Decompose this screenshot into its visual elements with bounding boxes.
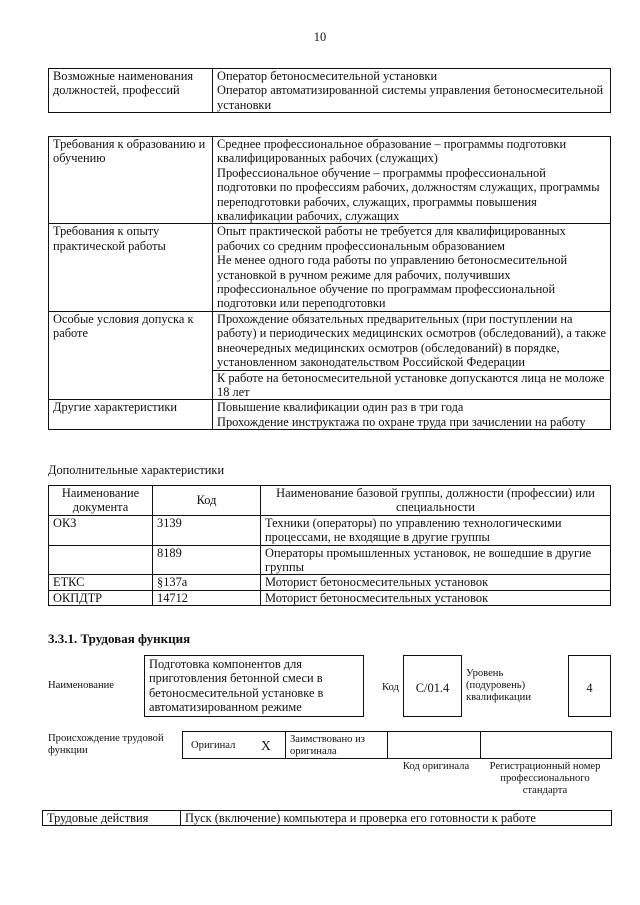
table-header-row bbox=[49, 486, 611, 516]
table-row bbox=[49, 311, 611, 399]
reg-number-caption: Регистрационный номер профессионального стандарта bbox=[489, 761, 601, 796]
positions-table bbox=[48, 68, 611, 113]
function-heading: 3.3.1. Трудовая функция bbox=[48, 631, 191, 646]
origin-box bbox=[182, 731, 612, 759]
requirement-label: Особые условия допуска к работе bbox=[49, 311, 213, 399]
function-level-label: Уровень (подуровень) квалификации bbox=[466, 668, 531, 703]
requirement-value: Опыт практической работы не требуется для квалифицированных рабочих со средним профессиональным образованием Не менее одного года работы по управлению бетоносмесительной установкой в ручном режиме для рабочих, получивших профессиональное обучение по программам профессиональной подготовки или переподготовки bbox=[213, 224, 611, 311]
requirements-table bbox=[48, 136, 611, 430]
column-header-name: Наименование базовой группы, должности (профессии) или специальности bbox=[261, 486, 611, 516]
function-name-box bbox=[144, 655, 364, 717]
cell-document: ОКЗ bbox=[49, 515, 153, 545]
requirement-value: Повышение квалификации один раз в три года Прохождение инструктажа по охране труда при зачислении на работу bbox=[213, 400, 611, 430]
origin-divider bbox=[285, 731, 286, 759]
origin-divider bbox=[480, 731, 481, 759]
table-row bbox=[49, 224, 611, 311]
function-level-box bbox=[568, 655, 611, 717]
function-name-label: Наименование bbox=[48, 680, 114, 691]
cell-code: §137а bbox=[153, 575, 261, 590]
requirement-value-group bbox=[213, 311, 611, 399]
cell-name: Операторы промышленных установок, не вошедшие в другие группы bbox=[261, 545, 611, 575]
cell-name: Техники (операторы) по управлению технологическими процессами, не входящие в другие группы bbox=[261, 515, 611, 545]
table-row bbox=[49, 545, 611, 575]
cell-document bbox=[49, 545, 153, 575]
actions-label: Трудовые действия bbox=[43, 811, 181, 826]
column-header-code: Код bbox=[153, 486, 261, 516]
page-number: 10 bbox=[313, 30, 327, 44]
function-code-box bbox=[403, 655, 462, 717]
column-header-document: Наименование документа bbox=[49, 486, 153, 516]
cell-name: Моторист бетоносмесительных установок bbox=[261, 590, 611, 605]
requirement-value: К работе на бетоносмесительной установке допускаются лица не моложе 18 лет bbox=[213, 370, 610, 400]
cell-code: 3139 bbox=[153, 515, 261, 545]
positions-label: Возможные наименования должностей, профессий bbox=[49, 69, 213, 113]
additional-heading: Дополнительные характеристики bbox=[48, 463, 225, 477]
table-row bbox=[49, 400, 611, 430]
borrowed-label: Заимствовано из оригинала bbox=[290, 734, 365, 757]
function-level-value: 4 bbox=[586, 681, 593, 695]
function-code-label: Код bbox=[382, 682, 399, 693]
cell-code: 14712 bbox=[153, 590, 261, 605]
table-row bbox=[49, 575, 611, 590]
origin-label: Происхождение трудовой функции bbox=[48, 733, 164, 756]
positions-values bbox=[213, 69, 611, 113]
actions-table bbox=[42, 810, 612, 826]
table-row bbox=[49, 69, 611, 113]
cell-document: ЕТКС bbox=[49, 575, 153, 590]
requirement-label: Другие характеристики bbox=[49, 400, 213, 430]
table-row bbox=[43, 811, 612, 826]
cell-name: Моторист бетоносмесительных установок bbox=[261, 575, 611, 590]
function-code-value: C/01.4 bbox=[415, 681, 450, 695]
cell-document: ОКПДТР bbox=[49, 590, 153, 605]
requirement-label: Требования к образованию и обучению bbox=[49, 137, 213, 224]
position-item: Оператор бетоносмесительной установки bbox=[217, 69, 438, 83]
additional-table bbox=[48, 485, 611, 606]
requirement-value: Среднее профессиональное образование – программы подготовки квалифицированных рабочих (служащих) Профессиональное обучение – программы профессиональной подготовки по профессиям рабочих, должностям служащих, программы переподготовки рабочих, служащих, программы повышения квалификации рабочих, служащих bbox=[213, 137, 611, 224]
function-name-value: Подготовка компонентов для приготовления бетонной смеси в бетоносмесительной установке в автоматизированном режиме bbox=[149, 657, 324, 715]
original-mark: X bbox=[261, 738, 271, 753]
code-original-caption: Код оригинала bbox=[402, 761, 470, 772]
cell-code: 8189 bbox=[153, 545, 261, 575]
origin-divider bbox=[387, 731, 388, 759]
requirement-label: Требования к опыту практической работы bbox=[49, 224, 213, 311]
table-row bbox=[49, 590, 611, 605]
actions-value: Пуск (включение) компьютера и проверка его готовности к работе bbox=[181, 811, 612, 826]
original-label: Оригинал bbox=[191, 740, 236, 751]
table-row bbox=[49, 515, 611, 545]
table-row bbox=[49, 137, 611, 224]
position-item: Оператор автоматизированной системы управления бетоносмесительной установки bbox=[217, 83, 604, 112]
requirement-value: Прохождение обязательных предварительных (при поступлении на работу) и периодических медицинских осмотров (обследований), а также внеочередных медицинских осмотров (обследований) в порядке, установленном законодательством Российской Федерации bbox=[217, 311, 606, 370]
